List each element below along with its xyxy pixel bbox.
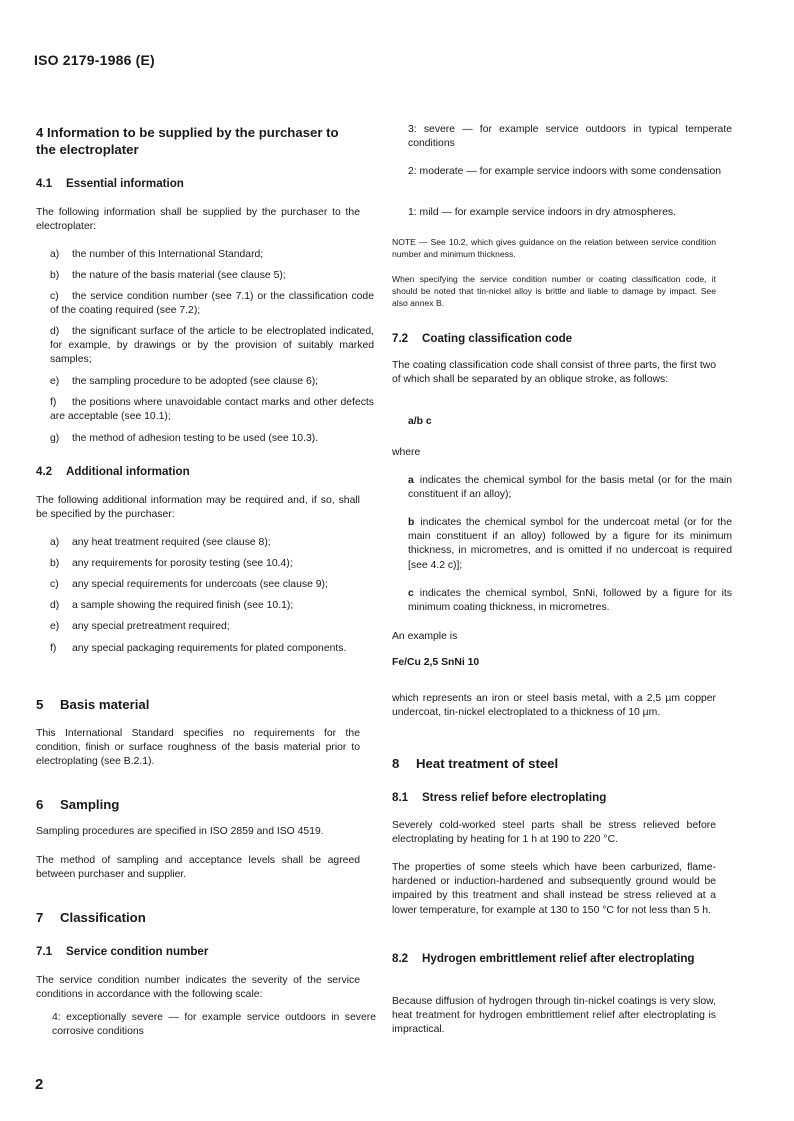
code-format: a/b c (408, 416, 432, 427)
service-condition-4: 4: exceptionally severe — for example service outdoors in severe corrosive conditions (52, 1012, 376, 1038)
list-item: b) the nature of the basis material (see clause 5); (50, 270, 286, 281)
section-4-2-heading: 4.2 Additional information (36, 465, 190, 478)
section-8-2-heading: 8.2 Hydrogen embrittlement relief after electroplating (392, 952, 695, 965)
section-6-paragraph: Sampling procedures are specified in ISO 2859 and ISO 4519. (36, 826, 324, 837)
list-item: e) the sampling procedure to be adopted (see clause 6); (50, 376, 319, 387)
list-item: d) a sample showing the required finish (see 10.1); (50, 600, 294, 611)
list-item: a) the number of this International Standard; (50, 249, 264, 260)
section-8-heading: 8 Heat treatment of steel (392, 756, 559, 771)
list-item: f) the positions where unavoidable contact marks and other defects are acceptable (see 10.1); (50, 397, 374, 423)
section-7-2-text: The coating classification code shall consist of three parts, the first two of which shall be separated by an oblique stroke, as follows: (392, 360, 716, 386)
list-item: g) the method of adhesion testing to be used (see 10.3). (50, 433, 319, 444)
section-7-heading: 7 Classification (36, 910, 146, 925)
definition-a: a indicates the chemical symbol for the basis metal (or for the main constituent if an alloy); (408, 475, 732, 501)
list-item: c) any special requirements for undercoats (see clause 9); (50, 579, 328, 590)
page-number: 2 (35, 1076, 44, 1093)
section-4-1-intro: The following information shall be supplied by the purchaser to the electroplater: (36, 207, 360, 233)
section-8-1-heading: 8.1 Stress relief before electroplating (392, 791, 607, 804)
document-id: ISO 2179-1986 (E) (34, 52, 155, 68)
list-item: a) any heat treatment required (see clause 8); (50, 537, 271, 548)
section-7-1-heading: 7.1 Service condition number (36, 945, 209, 958)
list-item: d) the significant surface of the article to be electroplated indicated, for example, by drawings or by the provision of suitably marked samples; (50, 326, 374, 366)
section-7-1-text: The service condition number indicates the severity of the service conditions in accordance with the following scale: (36, 975, 360, 1001)
service-condition-2: 2: moderate — for example service indoors with some condensation (408, 166, 722, 177)
section-4-title: 4 Information to be supplied by the purchaser to the electroplater (36, 125, 339, 157)
note: NOTE — See 10.2, which gives guidance on the relation between service condition number and minimum thickness. (392, 237, 716, 259)
service-condition-1: 1: mild — for example service indoors in dry atmospheres. (408, 207, 676, 218)
example-code: Fe/Cu 2,5 SnNi 10 (392, 657, 480, 668)
section-5-heading: 5 Basis material (36, 697, 150, 712)
service-condition-3: 3: severe — for example service outdoors in typical temperate conditions (408, 124, 732, 150)
definition-b: b indicates the chemical symbol for the undercoat metal (or for the main constituent if an alloy) followed by a figure for its minimum thickness, in micrometres, and is omitted if no undercoat is required [see 4.2 c)]; (408, 517, 732, 571)
section-6-heading: 6 Sampling (36, 797, 120, 812)
section-5-text: This International Standard specifies no requirements for the condition, finish or surface roughness of the basis material prior to electroplating (see B.2.1). (36, 728, 360, 768)
note: When specifying the service condition number or coating classification code, it should be noted that tin-nickel alloy is brittle and liable to damage by impact. See also annex B. (392, 274, 716, 308)
where-label: where (392, 447, 421, 458)
list-item: e) any special pretreatment required; (50, 621, 230, 632)
section-6-paragraph: The method of sampling and acceptance levels shall be agreed between purchaser and supplier. (36, 855, 360, 881)
example-intro: An example is (392, 631, 458, 642)
list-item: f) any special packaging requirements for plated components. (50, 643, 347, 654)
section-8-2-text: Because diffusion of hydrogen through tin-nickel coatings is very slow, heat treatment for hydrogen embrittlement relief after electroplating is impractical. (392, 996, 716, 1036)
section-4-1-heading: 4.1 Essential information (36, 177, 184, 190)
section-7-2-heading: 7.2 Coating classification code (392, 332, 573, 345)
list-item: b) any requirements for porosity testing (see 10.4); (50, 558, 293, 569)
section-4-2-intro: The following additional information may be required and, if so, shall be specified by the purchaser: (36, 495, 360, 521)
example-text: which represents an iron or steel basis metal, with a 2,5 µm copper undercoat, tin-nickel electroplated to a thickness of 10 µm. (392, 693, 716, 719)
definition-c: c indicates the chemical symbol, SnNi, followed by a figure for its minimum coating thickness, in micrometres. (408, 588, 732, 614)
section-8-1-paragraph: The properties of some steels which have been carburized, flame-hardened or induction-hardened and subsequently ground would be impaired by this treatment and shall instead be stress relieved at a lower temperature, for example at 130 to 150 °C for not less than 5 h. (392, 862, 716, 916)
list-item: c) the service condition number (see 7.1) or the classification code of the coating required (see 7.2); (50, 291, 374, 317)
section-8-1-paragraph: Severely cold-worked steel parts shall be stress relieved before electroplating by heating for 1 h at 190 to 220 °C. (392, 820, 716, 846)
